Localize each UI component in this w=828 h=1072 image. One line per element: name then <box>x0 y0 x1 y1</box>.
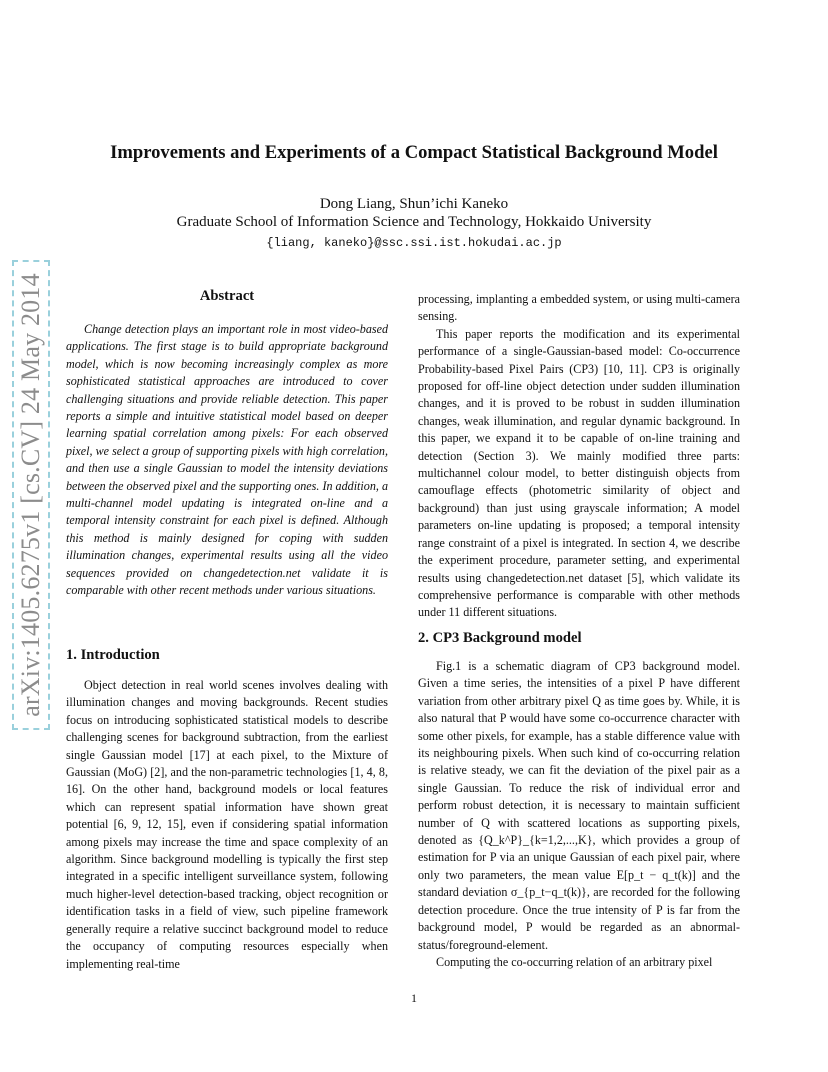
introduction-heading: 1. Introduction <box>66 647 160 663</box>
arxiv-identifier: arXiv:1405.6275v1 [cs.CV] 24 May 2014 <box>16 273 45 717</box>
abstract-heading: Abstract <box>199 288 255 304</box>
intro-continuation: processing, implanting a embedded system, or using multi-camera sensing. <box>418 292 740 324</box>
cp3-heading: 2. CP3 Background model <box>418 630 582 646</box>
introduction-text: Object detection in real world scenes involves dealing with illumination changes and moving backgrounds. Recent studies focus on introducing sophisticated statistical models to describe challenging scenes for background subtraction, from the earliest single Gaussian model [17] at each pixel, to the Mixture of Gaussian (MoG) [2], and the non-parametric technologies [1, 4, 8, 16]. On the other hand, background models or local features which can represent spatial information have shown great potential [6, 9, 12, 15], even if considering spatial information among pixels may increase the time and space complexity of an algorithm. Since background modelling is typically the first step integrated in a specific intelligent surveillance system, following much higher-level detection-based tracking, object recognition or identification tasks in a field of view, such pipeline framework generally require a relative succinct background model to reduce the occupancy of computing resources especially when implementing real-time <box>66 678 388 971</box>
cp3-section <box>418 658 740 971</box>
cp3-paragraph-2: Computing the co-occurring relation of an arbitrary pixel <box>436 954 713 969</box>
author-names: Dong Liang, Shun’ichi Kaneko <box>319 196 509 212</box>
author-email: {liang, kaneko}@ssc.ssi.ist.hokudai.ac.jp <box>266 236 562 250</box>
right-column-intro <box>418 291 740 622</box>
arxiv-sidebar-stamp <box>12 260 50 730</box>
intro-paragraph-2: This paper reports the modification and its experimental performance of a single-Gaussian-based model: Co-occurrence Probability-based Pixel Pairs (CP3) [10, 11]. CP3 is originally proposed for off-line object detection under sudden illumination changes, and it is proved to be robust in sudden illumination changes, weak illumination, and regular dynamic background. In this paper, we expand it to be capable of on-line training and detection (Section 3). We mainly modified three parts: multichannel colour model, to better distinguish objects from camouflage effects (photometric similarity of object and background) than just using grayscale information; A model parameters on-line updating is proposed; a temporal intensity range constraint of a pixel is integrated. In section 4, we describe the experiment procedure, parameter setting, and experimental results using changedetection.net dataset [5], which validate its comprehensive performance is comparable with other methods under 11 different situations. <box>418 326 740 620</box>
page-number: 1 <box>411 991 417 1005</box>
author-affiliation: Graduate School of Information Science and Technology, Hokkaido University <box>176 214 652 230</box>
paper-title: Improvements and Experiments of a Compact Statistical Background Model <box>110 142 718 163</box>
abstract-text: Change detection plays an important role in most video-based applications. The first stage is to build appropriate background model, which is now becoming increasingly complex as more sophisticated statistical approaches are introduced to cover challenging situations and provide reliable detection. This paper reports a simple and intuitive statistical model based on deeper learning spatial correlation among pixels: For each observed pixel, we select a group of supporting pixels with high correlation, and then use a single Gaussian to model the intensity deviations between the observed pixel and the supporting ones. In addition, a multi-channel model updating is integrated on-line and a temporal intensity constraint for each pixel is defined. Although this method is mainly designed for coping with sudden illumination changes, experimental results using all the video sequences provided on changedetection.net validate it is comparable with other recent methods under various situations. <box>66 322 388 598</box>
cp3-paragraph-1: Fig.1 is a schematic diagram of CP3 background model. Given a time series, the intensities of a pixel P have different variation from other arbitrary pixel Q as time goes by. While, it is also natural that P would have some co-occurrence character with some other pixels, for example, has a stable difference value with its neighbouring pixels. When such kind of co-occurring relation is relative steady, we can fit the deviation of the pixel pair as a single Gaussian. To reduce the risk of individual error and perform robust detection, it is necessary to maintain sufficient number of Q with scattered locations as supporting pixels, denoted as {Q_k^P}_{k=1,2,...,K}, which provides a group of estimation for P via an unique Gaussian of each pixel pair, where only two parameters, the mean value E[p_t − q_t(k)] and the standard deviation σ_{p_t−q_t(k)}, are recorded for the following detection procedure. Once the true intensity of P is far from the background model, P would be regarded as an abnormal-status/foreground-element. <box>418 659 740 952</box>
